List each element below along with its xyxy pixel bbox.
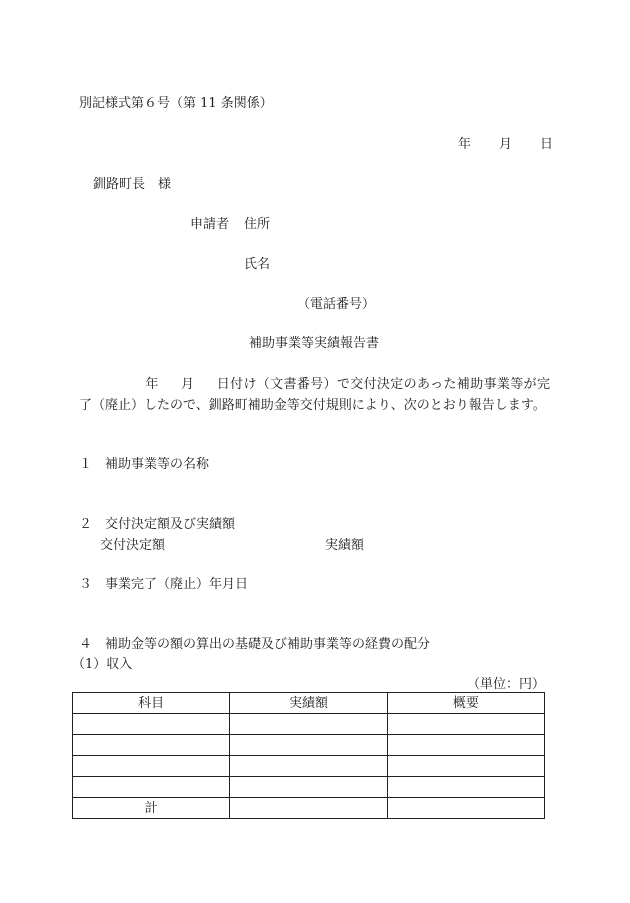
table-row (73, 756, 545, 777)
decision-amount-label: 交付決定額 (100, 538, 166, 553)
total-label: 計 (73, 798, 230, 819)
form-number: 別記様式第６号（第 11 条関係） (79, 96, 273, 111)
actual-amount-label: 実績額 (325, 538, 365, 553)
income-subheading: （1）収入 (72, 657, 133, 672)
table-row (73, 714, 545, 735)
section-2-heading: ２ 交付決定額及び実績額 (79, 517, 236, 532)
table-cell (387, 735, 544, 756)
report-body-paragraph (79, 374, 550, 416)
table-cell (387, 798, 544, 819)
income-table (72, 692, 545, 819)
date-day-label: 日 (539, 137, 553, 152)
applicant-label: 申請者 (190, 217, 230, 232)
body-text-line1: 日付け（文書番号）で交付決定のあった補助事業等が (216, 377, 537, 392)
table-cell (387, 777, 544, 798)
table-cell (73, 756, 230, 777)
table-cell (73, 714, 230, 735)
section-3-heading: ３ 事業完了（廃止）年月日 (79, 577, 249, 592)
addressee: 釧路町長 様 (93, 177, 172, 192)
date-line (458, 138, 553, 151)
column-header-summary: 概要 (387, 693, 544, 714)
applicant-phone-label: （電話番号） (297, 297, 376, 312)
table-cell (73, 777, 230, 798)
table-row (73, 735, 545, 756)
table-cell (230, 756, 387, 777)
body-year-label: 年 (145, 377, 159, 392)
body-month-label: 月 (180, 377, 195, 392)
applicant-address-label: 住所 (244, 217, 271, 232)
table-cell (387, 756, 544, 777)
document-title: 補助事業等実績報告書 (249, 336, 380, 351)
table-cell (387, 714, 544, 735)
table-header-row (73, 693, 545, 714)
table-cell (230, 714, 387, 735)
table-cell (73, 735, 230, 756)
unit-label: （単位：円） (466, 677, 545, 692)
body-text-rest: 完了（廃止）したので、釧路町補助金等交付規則により、次のとおり報告します。 (79, 377, 550, 413)
table-cell (230, 777, 387, 798)
column-header-actual: 実績額 (230, 693, 387, 714)
table-cell (230, 735, 387, 756)
date-month-label: 月 (498, 137, 512, 152)
section-1-heading: １ 補助事業等の名称 (79, 457, 210, 472)
date-year-label: 年 (458, 137, 472, 152)
column-header-subject: 科目 (73, 693, 230, 714)
table-total-row (73, 798, 545, 819)
section-4-heading: ４ 補助金等の額の算出の基礎及び補助事業等の経費の配分 (79, 637, 431, 652)
table-row (73, 777, 545, 798)
applicant-name-label: 氏名 (244, 257, 271, 272)
table-cell (230, 798, 387, 819)
